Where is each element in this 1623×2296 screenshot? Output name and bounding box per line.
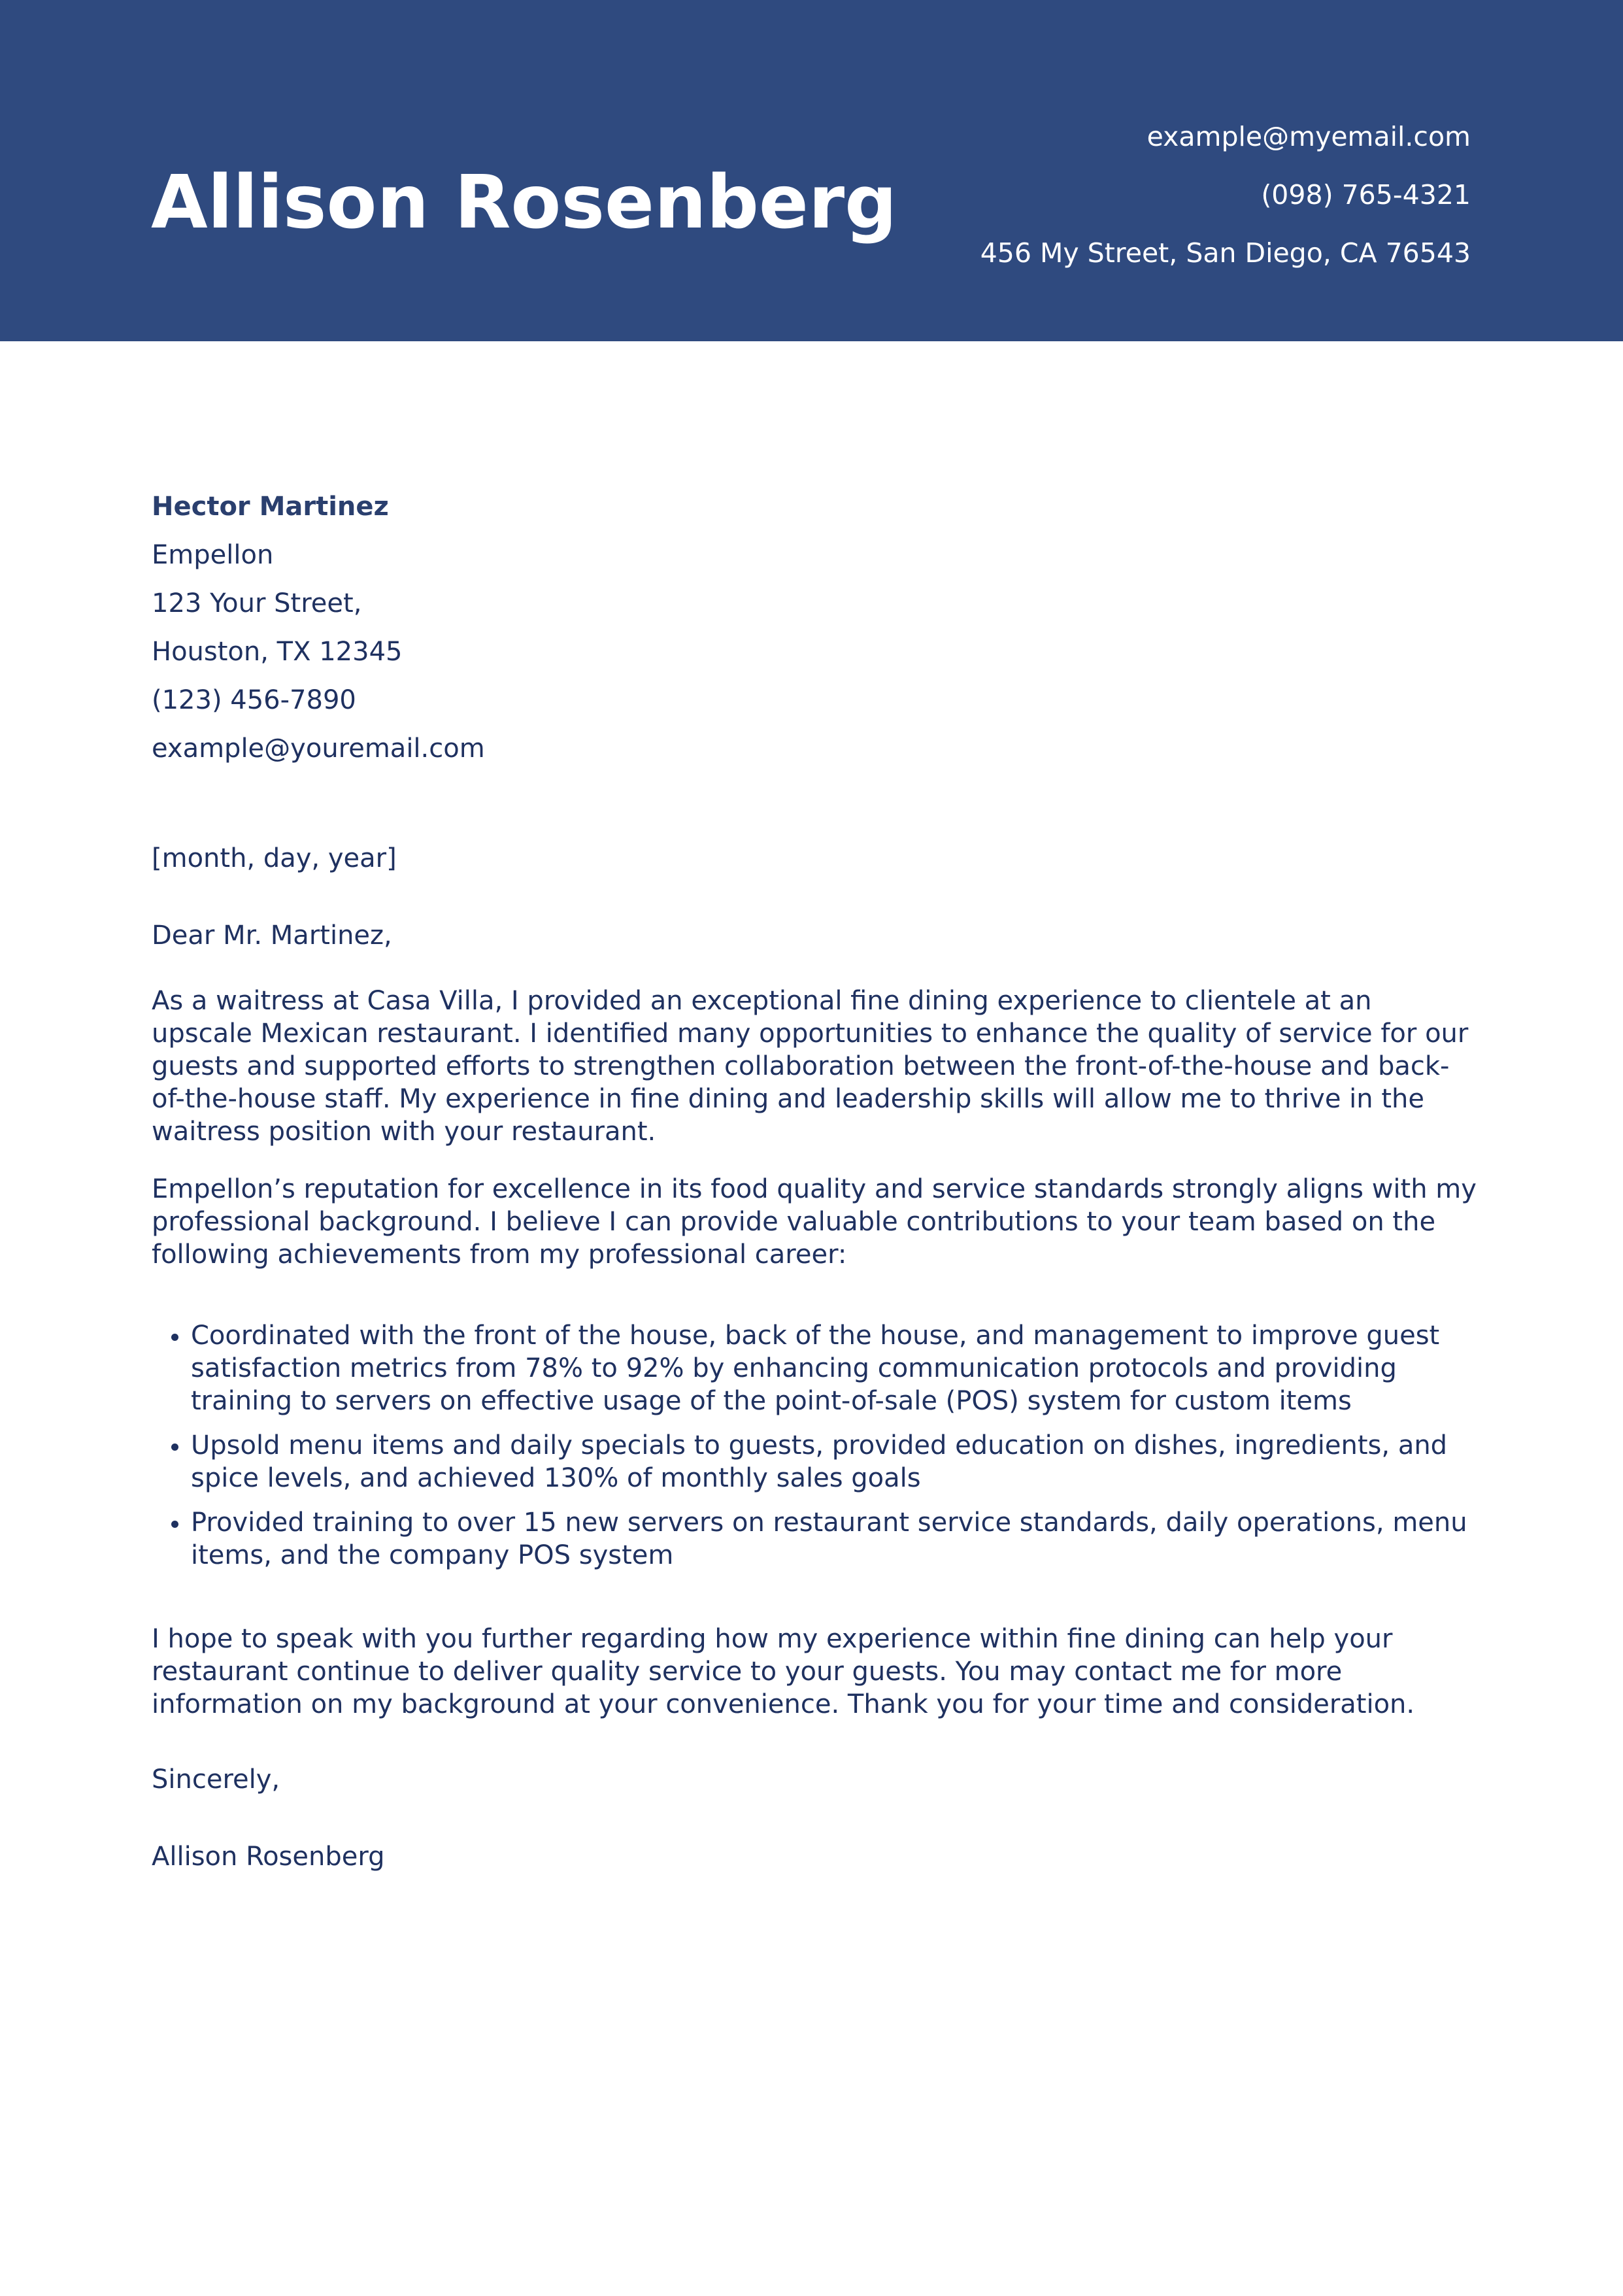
recipient-street: 123 Your Street,	[152, 588, 362, 618]
sender-contact	[980, 108, 1471, 282]
achievement-list	[152, 1319, 1479, 1572]
salutation: Dear Mr. Martinez,	[152, 920, 392, 951]
recipient-email[interactable]: example@youremail.com	[152, 734, 485, 764]
letter-date: [month, day, year]	[152, 843, 397, 873]
intro-paragraph: As a waitress at Casa Villa, I provided an exceptional fine dining experience to clientele at an upscale Mexican restaurant. I identified many opportunities to enhance the quality of service for our guests and supported efforts to strengthen collaboration between the front-of-the-house and back-of-the-house staff. My experience in fine dining and leadership skills will allow me to thrive in the waitress position with your restaurant.	[152, 986, 1469, 1147]
sender-email[interactable]: example@myemail.com	[1146, 121, 1471, 152]
closing-paragraph: I hope to speak with you further regarding how my experience within fine dining can help your restaurant continue to deliver quality service to your guests. You may contact me for more information on my background at your convenience. Thank you for your time and consideration.	[152, 1624, 1415, 1719]
sender-phone: (098) 765-4321	[1261, 179, 1471, 211]
recipient-city: Houston, TX 12345	[152, 637, 403, 667]
recipient-phone: (123) 456-7890	[152, 685, 356, 715]
sender-address: 456 My Street, San Diego, CA 76543	[980, 237, 1471, 269]
signoff: Sincerely,	[152, 1764, 280, 1795]
recipient-name: Hector Martinez	[152, 492, 389, 522]
motivation-paragraph: Empellon’s reputation for excellence in its food quality and service standards strongly aligns with my professional background. I believe I can provide valuable contributions to your team based on the following achievements from my professional career:	[152, 1174, 1477, 1270]
list-item: • Coordinated with the front of the house, back of the house, and management to improve guest satisfaction metrics from 78% to 92% by enhancing communication protocols and providing training to servers on effective usage of the point-of-sale (POS) system for custom items	[190, 1319, 1479, 1417]
recipient-company: Empellon	[152, 540, 274, 570]
letter-header	[0, 0, 1623, 341]
signature-name: Allison Rosenberg	[152, 1842, 385, 1872]
recipient-block	[152, 482, 1479, 773]
letter-body	[152, 482, 1479, 1876]
list-item: • Provided training to over 15 new servers on restaurant service standards, daily operations, menu items, and the company POS system	[190, 1506, 1479, 1572]
sender-name: Allison Rosenberg	[151, 160, 897, 245]
list-item: • Upsold menu items and daily specials to guests, provided education on dishes, ingredients, and spice levels, and achieved 130% of monthly sales goals	[190, 1429, 1479, 1494]
